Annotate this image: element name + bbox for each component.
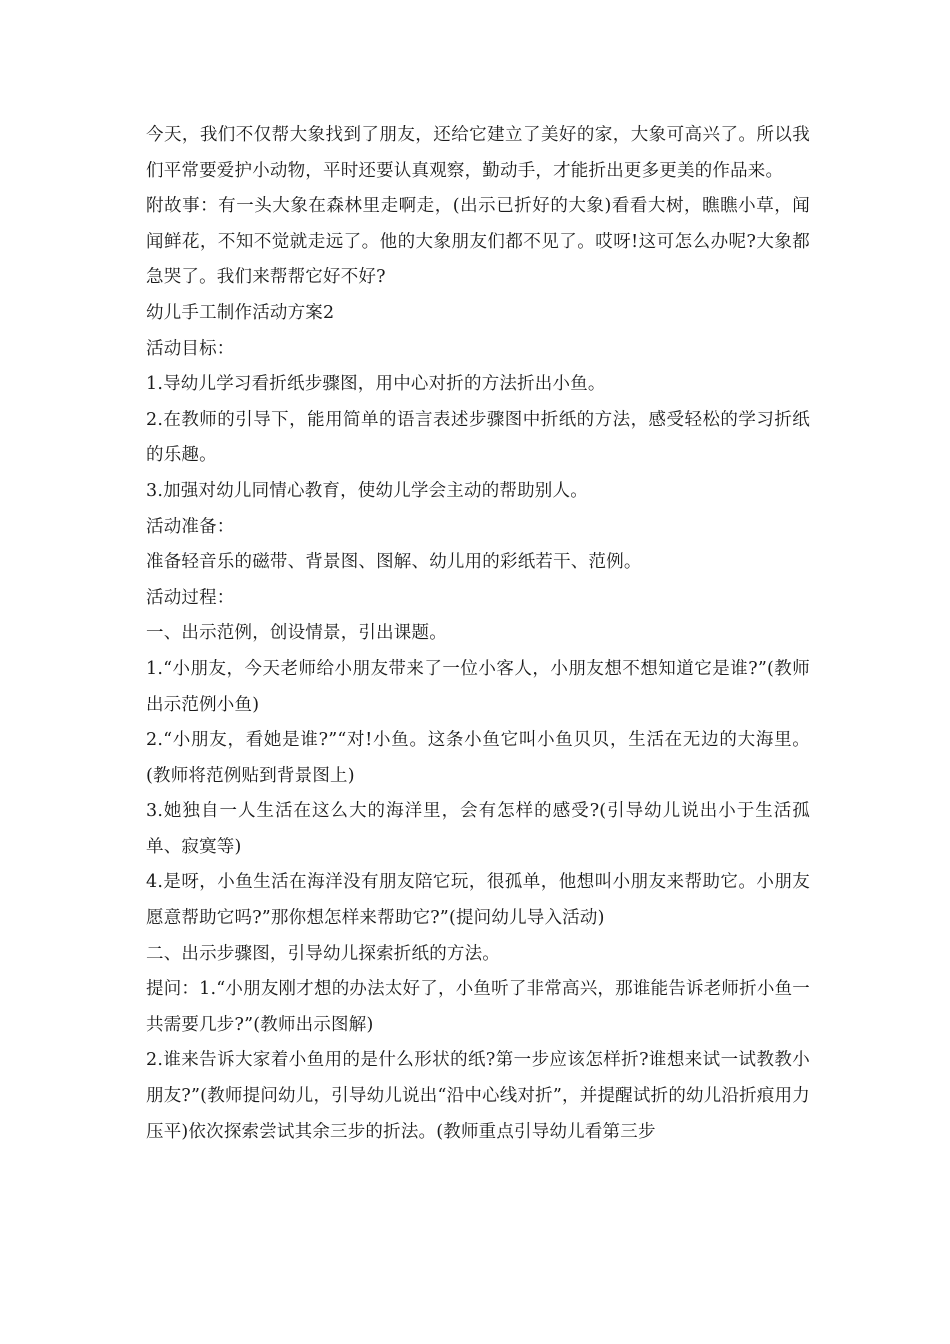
process-item: 2.“小朋友，看她是谁?”“对!小鱼。这条小鱼它叫小鱼贝贝，生活在无边的大海里。(教师将范例贴到背景图上) bbox=[146, 730, 810, 786]
process-step-heading: 二、出示步骤图，引导幼儿探索折纸的方法。 bbox=[146, 943, 500, 964]
heading-goals: 活动目标： bbox=[146, 338, 235, 359]
heading-process: 活动过程： bbox=[146, 587, 235, 608]
section-title: 幼儿手工制作活动方案2 bbox=[146, 302, 335, 323]
heading-preparation: 活动准备： bbox=[146, 516, 235, 537]
process-item: 2.谁来告诉大家着小鱼用的是什么形状的纸?第一步应该怎样折?谁想来试一试教教小朋友?”(教师提问幼儿，引导幼儿说出“沿中心线对折”，并提醒试折的幼儿沿折痕用力压平)依次探索尝试其余三步的折法。(教师重点引导幼儿看第三步 bbox=[146, 1050, 810, 1142]
document-body bbox=[146, 118, 810, 1150]
goal-item: 2.在教师的引导下，能用简单的语言表述步骤图中折纸的方法，感受轻松的学习折纸的乐趣。 bbox=[146, 409, 810, 466]
goal-item: 1.导幼儿学习看折纸步骤图，用中心对折的方法折出小鱼。 bbox=[146, 374, 606, 395]
process-item: 4.是呀，小鱼生活在海洋没有朋友陪它玩，很孤单，他想叫小朋友来帮助它。小朋友愿意帮助它吗?”那你想怎样来帮助它?”(提问幼儿导入活动) bbox=[146, 872, 810, 929]
process-item: 提问：1.“小朋友刚才想的办法太好了，小鱼听了非常高兴，那谁能告诉老师折小鱼一共需要几步?”(教师出示图解) bbox=[146, 979, 810, 1035]
paragraph-story: 附故事：有一头大象在森林里走啊走，(出示已折好的大象)看看大树，瞧瞧小草，闻闻鲜花，不知不觉就走远了。他的大象朋友们都不见了。哎呀!这可怎么办呢?大象都急哭了。我们来帮帮它好不好? bbox=[146, 196, 810, 288]
process-item: 3.她独自一人生活在这么大的海洋里，会有怎样的感受?(引导幼儿说出小于生活孤单、寂寞等) bbox=[146, 801, 810, 857]
process-step-heading: 一、出示范例，创设情景，引出课题。 bbox=[146, 623, 447, 644]
preparation-text: 准备轻音乐的磁带、背景图、图解、幼儿用的彩纸若干、范例。 bbox=[146, 552, 642, 573]
goal-item: 3.加强对幼儿同情心教育，使幼儿学会主动的帮助别人。 bbox=[146, 480, 588, 501]
process-item: 1.“小朋友，今天老师给小朋友带来了一位小客人，小朋友想不想知道它是谁?”(教师出示范例小鱼) bbox=[146, 658, 810, 715]
paragraph-conclusion: 今天，我们不仅帮大象找到了朋友，还给它建立了美好的家，大象可高兴了。所以我们平常要爱护小动物，平时还要认真观察，勤动手，才能折出更多更美的作品来。 bbox=[146, 125, 810, 181]
